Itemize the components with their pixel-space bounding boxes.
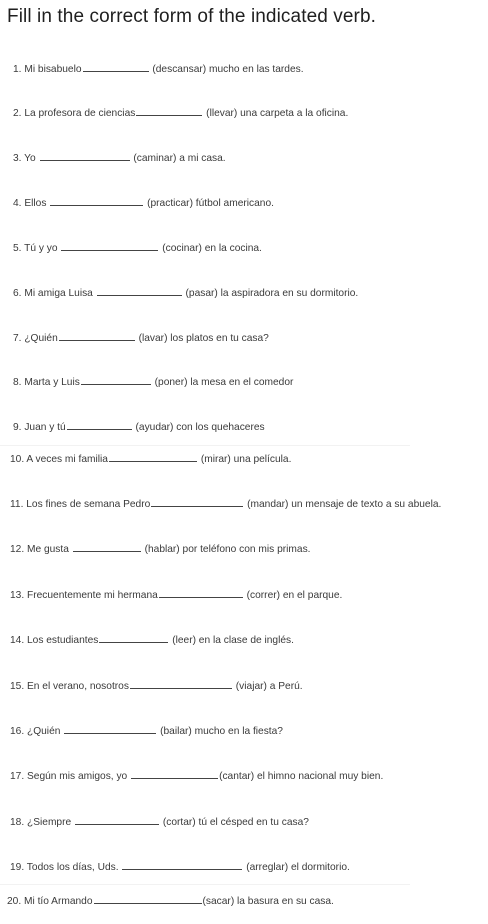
answer-blank[interactable] (59, 331, 135, 341)
item-verb: (llevar) una carpeta a la oficina. (206, 108, 349, 119)
item-prompt: 19. Todos los días, Uds. (10, 862, 119, 873)
exercise-item (10, 724, 283, 737)
item-prompt: 15. En el verano, nosotros (10, 681, 129, 692)
answer-blank[interactable] (40, 151, 130, 161)
exercise-item (13, 331, 269, 344)
item-prompt: 5. Tú y yo (13, 243, 58, 254)
exercise-item (10, 769, 383, 782)
item-prompt: 16. ¿Quién (10, 726, 61, 737)
answer-blank[interactable] (159, 588, 243, 598)
page-title: Fill in the correct form of the indicated verb. (7, 6, 377, 27)
item-prompt: 9. Juan y tú (13, 422, 66, 433)
answer-blank[interactable] (136, 106, 202, 116)
item-verb: (mirar) una película. (200, 454, 292, 465)
item-prompt: 6. Mi amiga Luisa (13, 288, 93, 299)
answer-blank[interactable] (75, 815, 159, 825)
item-verb: (caminar) a mi casa. (133, 153, 226, 164)
answer-blank[interactable] (73, 542, 141, 552)
item-verb: (viajar) a Perú. (235, 681, 303, 692)
item-prompt: 20. Mi tío Armando (7, 896, 93, 907)
item-verb: (correr) en el parque. (246, 590, 343, 601)
exercise-item (13, 151, 226, 164)
item-prompt: 4. Ellos (13, 198, 47, 209)
exercise-item (10, 542, 311, 555)
exercise-item (7, 894, 334, 907)
item-prompt: 2. La profesora de ciencias (13, 108, 136, 119)
item-verb: (mandar) un mensaje de texto a su abuela. (247, 499, 442, 510)
item-prompt: 1. Mi bisabuelo (13, 64, 82, 75)
exercise-item (10, 815, 309, 828)
item-prompt: 3. Yo (13, 153, 36, 164)
answer-blank[interactable] (151, 497, 243, 507)
answer-blank[interactable] (83, 62, 149, 72)
answer-blank[interactable] (109, 452, 197, 462)
item-verb: (ayudar) con los quehaceres (135, 422, 265, 433)
exercise-item (13, 106, 348, 119)
answer-blank[interactable] (81, 375, 151, 385)
answer-blank[interactable] (130, 679, 232, 689)
exercise-item (10, 860, 350, 873)
exercise-item (13, 241, 262, 254)
exercise-item (10, 679, 303, 692)
answer-blank[interactable] (99, 633, 168, 643)
exercise-item (10, 497, 441, 510)
item-verb: (sacar) la basura en su casa. (202, 896, 334, 907)
exercise-item (13, 375, 293, 388)
item-verb: (poner) la mesa en el comedor (154, 377, 294, 388)
exercise-item (13, 62, 304, 75)
item-prompt: 10. A veces mi familia (10, 454, 108, 465)
item-prompt: 13. Frecuentemente mi hermana (10, 590, 158, 601)
item-prompt: 8. Marta y Luis (13, 377, 80, 388)
item-verb: (bailar) mucho en la fiesta? (160, 726, 283, 737)
item-prompt: 11. Los fines de semana Pedro (10, 499, 151, 510)
divider (0, 445, 410, 446)
divider (0, 884, 410, 885)
item-prompt: 18. ¿Siempre (10, 817, 72, 828)
item-prompt: 17. Según mis amigos, yo (10, 771, 128, 782)
answer-blank[interactable] (64, 724, 156, 734)
answer-blank[interactable] (61, 241, 158, 251)
item-prompt: 14. Los estudiantes (10, 635, 99, 646)
answer-blank[interactable] (94, 894, 202, 904)
item-verb: (leer) en la clase de inglés. (172, 635, 294, 646)
item-verb: (practicar) fútbol americano. (147, 198, 274, 209)
exercise-item (13, 420, 265, 433)
answer-blank[interactable] (122, 860, 242, 870)
answer-blank[interactable] (67, 420, 132, 430)
answer-blank[interactable] (97, 286, 182, 296)
item-verb: (arreglar) el dormitorio. (246, 862, 350, 873)
item-verb: (pasar) la aspiradora en su dormitorio. (185, 288, 359, 299)
exercise-item (10, 588, 342, 601)
item-verb: (lavar) los platos en tu casa? (138, 333, 269, 344)
answer-blank[interactable] (50, 196, 143, 206)
item-verb: (hablar) por teléfono con mis primas. (144, 544, 311, 555)
item-verb: (cortar) tú el césped en tu casa? (162, 817, 309, 828)
item-verb: (cocinar) en la cocina. (162, 243, 262, 254)
exercise-item (13, 196, 274, 209)
item-prompt: 12. Me gusta (10, 544, 69, 555)
exercise-item (10, 633, 294, 646)
exercise-item (10, 452, 291, 465)
item-prompt: 7. ¿Quién (13, 333, 58, 344)
exercise-item (13, 286, 358, 299)
item-verb: (cantar) el himno nacional muy bien. (219, 771, 384, 782)
item-verb: (descansar) mucho en las tardes. (152, 64, 304, 75)
answer-blank[interactable] (131, 769, 218, 779)
